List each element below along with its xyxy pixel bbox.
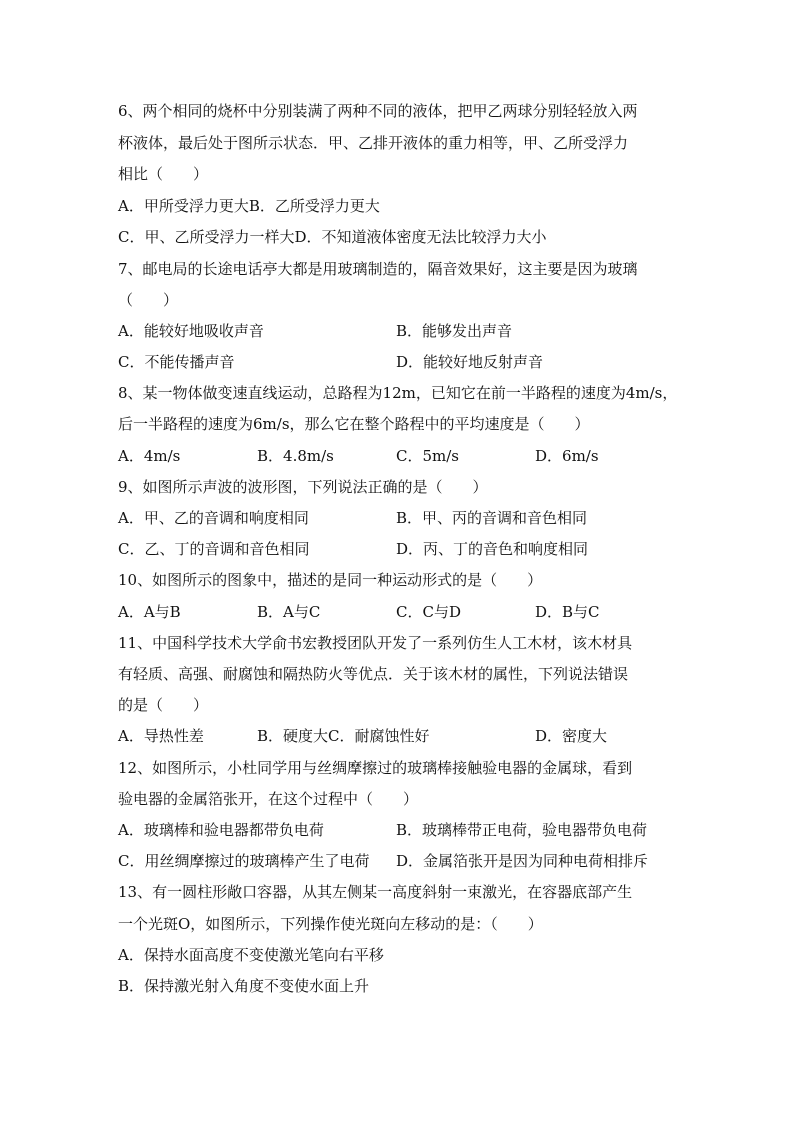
question-11-line-2: 有轻质、高强、耐腐蚀和隔热防火等优点．关于该木材的属性，下列说法错误	[118, 665, 629, 683]
question-9-line-1: 9、如图所示声波的波形图，下列说法正确的是（ ）	[118, 478, 488, 496]
question-10-option-c: C．C与D	[396, 603, 461, 621]
question-12-line-2: 验电器的金属箔张开，在这个过程中（ ）	[118, 790, 419, 808]
question-11-option-d: D．密度大	[535, 727, 608, 745]
question-8-option-a: A．4m/s	[118, 447, 181, 465]
question-6-line-2: 杯液体，最后处于图所示状态．甲、乙排开液体的重力相等，甲、乙所受浮力	[118, 134, 629, 152]
question-7-option-b: B．能够发出声音	[396, 322, 513, 340]
question-9-option-c: C．乙、丁的音调和音色相同	[118, 540, 310, 558]
question-13-option-a: A．保持水面高度不变使激光笔向右平移	[118, 946, 384, 964]
question-6-options-ab: A．甲所受浮力更大B．乙所受浮力更大	[118, 197, 380, 215]
question-11-line-3: 的是（ ）	[118, 696, 209, 714]
question-11-option-a: A．导热性差	[118, 727, 204, 745]
question-12-line-1: 12、如图所示，小杜同学用与丝绸摩擦过的玻璃棒接触验电器的金属球，看到	[118, 759, 633, 777]
question-9-option-b: B．甲、丙的音调和音色相同	[396, 509, 588, 527]
question-6-line-1: 6、两个相同的烧杯中分别装满了两种不同的液体，把甲乙两球分别轻轻放入两	[118, 102, 638, 120]
question-8-option-d: D．6m/s	[535, 447, 599, 465]
question-12-option-a: A．玻璃棒和验电器都带负电荷	[118, 821, 324, 839]
question-13-option-b: B．保持激光射入角度不变使水面上升	[118, 977, 370, 995]
question-7-option-c: C．不能传播声音	[118, 353, 235, 371]
question-6-line-3: 相比（ ）	[118, 165, 209, 183]
question-7-line-1: 7、邮电局的长途电话亭大都是用玻璃制造的，隔音效果好，这主要是因为玻璃	[118, 260, 638, 278]
question-7-option-d: D．能较好地反射声音	[396, 353, 544, 371]
question-6-options-cd: C．甲、乙所受浮力一样大D．不知道液体密度无法比较浮力大小	[118, 228, 547, 246]
question-13-line-1: 13、有一圆柱形敞口容器，从其左侧某一高度斜射一束激光，在容器底部产生	[118, 883, 633, 901]
question-8-option-b: B．4.8m/s	[257, 447, 334, 465]
question-9-option-d: D．丙、丁的音色和响度相同	[396, 540, 589, 558]
question-12-option-b: B．玻璃棒带正电荷，验电器带负电荷	[396, 821, 648, 839]
question-7-line-2: （ ）	[118, 291, 179, 309]
question-13-line-2: 一个光斑O，如图所示，下列操作使光斑向左移动的是：（ ）	[118, 915, 543, 933]
question-12-option-c: C．用丝绸摩擦过的玻璃棒产生了电荷	[118, 852, 370, 870]
question-12-option-d: D．金属箔张开是因为同种电荷相排斥	[396, 852, 649, 870]
question-9-option-a: A．甲、乙的音调和响度相同	[118, 509, 309, 527]
question-10-line-1: 10、如图所示的图象中，描述的是同一种运动形式的是（ ）	[118, 571, 543, 589]
question-8-line-2: 后一半路程的速度为6m/s，那么它在整个路程中的平均速度是（ ）	[118, 415, 590, 433]
question-8-option-c: C．5m/s	[396, 447, 459, 465]
question-8-line-1: 8、某一物体做变速直线运动，总路程为12m，已知它在前一半路程的速度为4m/s，	[118, 384, 678, 402]
question-11-line-1: 11、中国科学技术大学俞书宏教授团队开发了一系列仿生人工木材，该木材具	[118, 634, 633, 652]
question-10-option-a: A．A与B	[118, 603, 181, 621]
question-10-option-b: B．A与C	[257, 603, 321, 621]
question-7-option-a: A．能较好地吸收声音	[118, 322, 264, 340]
question-10-option-d: D．B与C	[535, 603, 600, 621]
question-11-option-bc: B．硬度大C．耐腐蚀性好	[257, 727, 430, 745]
